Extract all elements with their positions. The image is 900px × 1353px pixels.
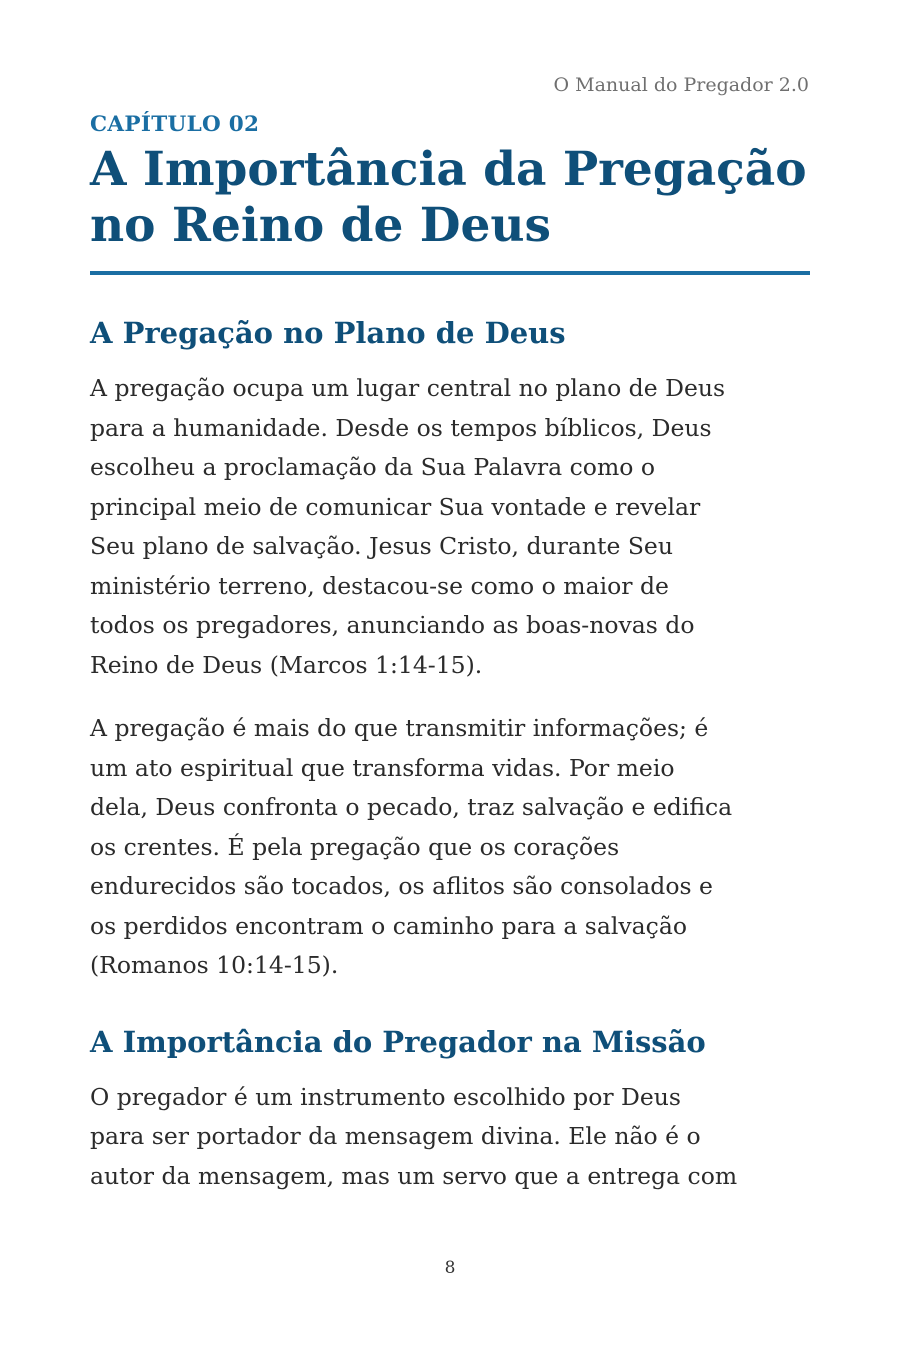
- paragraph-line: Seu plano de salvação. Jesus Cristo, durante Seu: [90, 532, 673, 560]
- chapter-title-line: A Importância da Pregação: [90, 142, 807, 197]
- section-heading: A Importância do Pregador na Missão: [90, 1024, 706, 1059]
- paragraph-line: ministério terreno, destacou-se como o maior de: [90, 571, 669, 600]
- paragraph-line: os crentes. É pela pregação que os corações: [90, 832, 620, 861]
- paragraph-line: A pregação é mais do que transmitir informações; é: [90, 714, 709, 742]
- paragraph-line: autor da mensagem, mas um servo que a entrega com: [90, 1161, 738, 1190]
- paragraph-line: para a humanidade. Desde os tempos bíblicos, Deus: [90, 413, 712, 442]
- paragraph: [90, 709, 810, 986]
- paragraph-line: dela, Deus confronta o pecado, traz salvação e edifica: [90, 793, 733, 821]
- paragraph-line: principal meio de comunicar Sua vontade e revelar: [90, 492, 701, 521]
- chapter-title-line: no Reino de Deus: [90, 198, 552, 253]
- paragraph-line: um ato espiritual que transforma vidas. Por meio: [90, 753, 675, 782]
- paragraph-line: endurecidos são tocados, os aflitos são consolados e: [90, 872, 713, 900]
- paragraph-line: Reino de Deus (Marcos 1:14-15).: [90, 650, 483, 679]
- section-heading: A Pregação no Plano de Deus: [90, 316, 566, 350]
- chapter-label: CAPÍTULO 02: [90, 112, 260, 137]
- paragraph: [90, 1078, 810, 1197]
- paragraph-line: O pregador é um instrumento escolhido por Deus: [90, 1082, 681, 1111]
- paragraph-line: A pregação ocupa um lugar central no plano de Deus: [90, 374, 726, 402]
- paragraph-line: (Romanos 10:14-15).: [90, 951, 339, 979]
- page-content: [90, 110, 810, 1196]
- chapter-title: [90, 142, 810, 254]
- paragraph-line: os perdidos encontram o caminho para a salvação: [90, 911, 687, 940]
- paragraph-line: para ser portador da mensagem divina. Ele não é o: [90, 1122, 701, 1150]
- page-number: 8: [444, 1258, 456, 1278]
- running-header: O Manual do Pregador 2.0: [553, 74, 809, 96]
- paragraph-line: escolheu a proclamação da Sua Palavra como o: [90, 453, 655, 481]
- title-divider: [90, 271, 810, 275]
- paragraph: [90, 369, 810, 685]
- paragraph-line: todos os pregadores, anunciando as boas-novas do: [90, 611, 695, 639]
